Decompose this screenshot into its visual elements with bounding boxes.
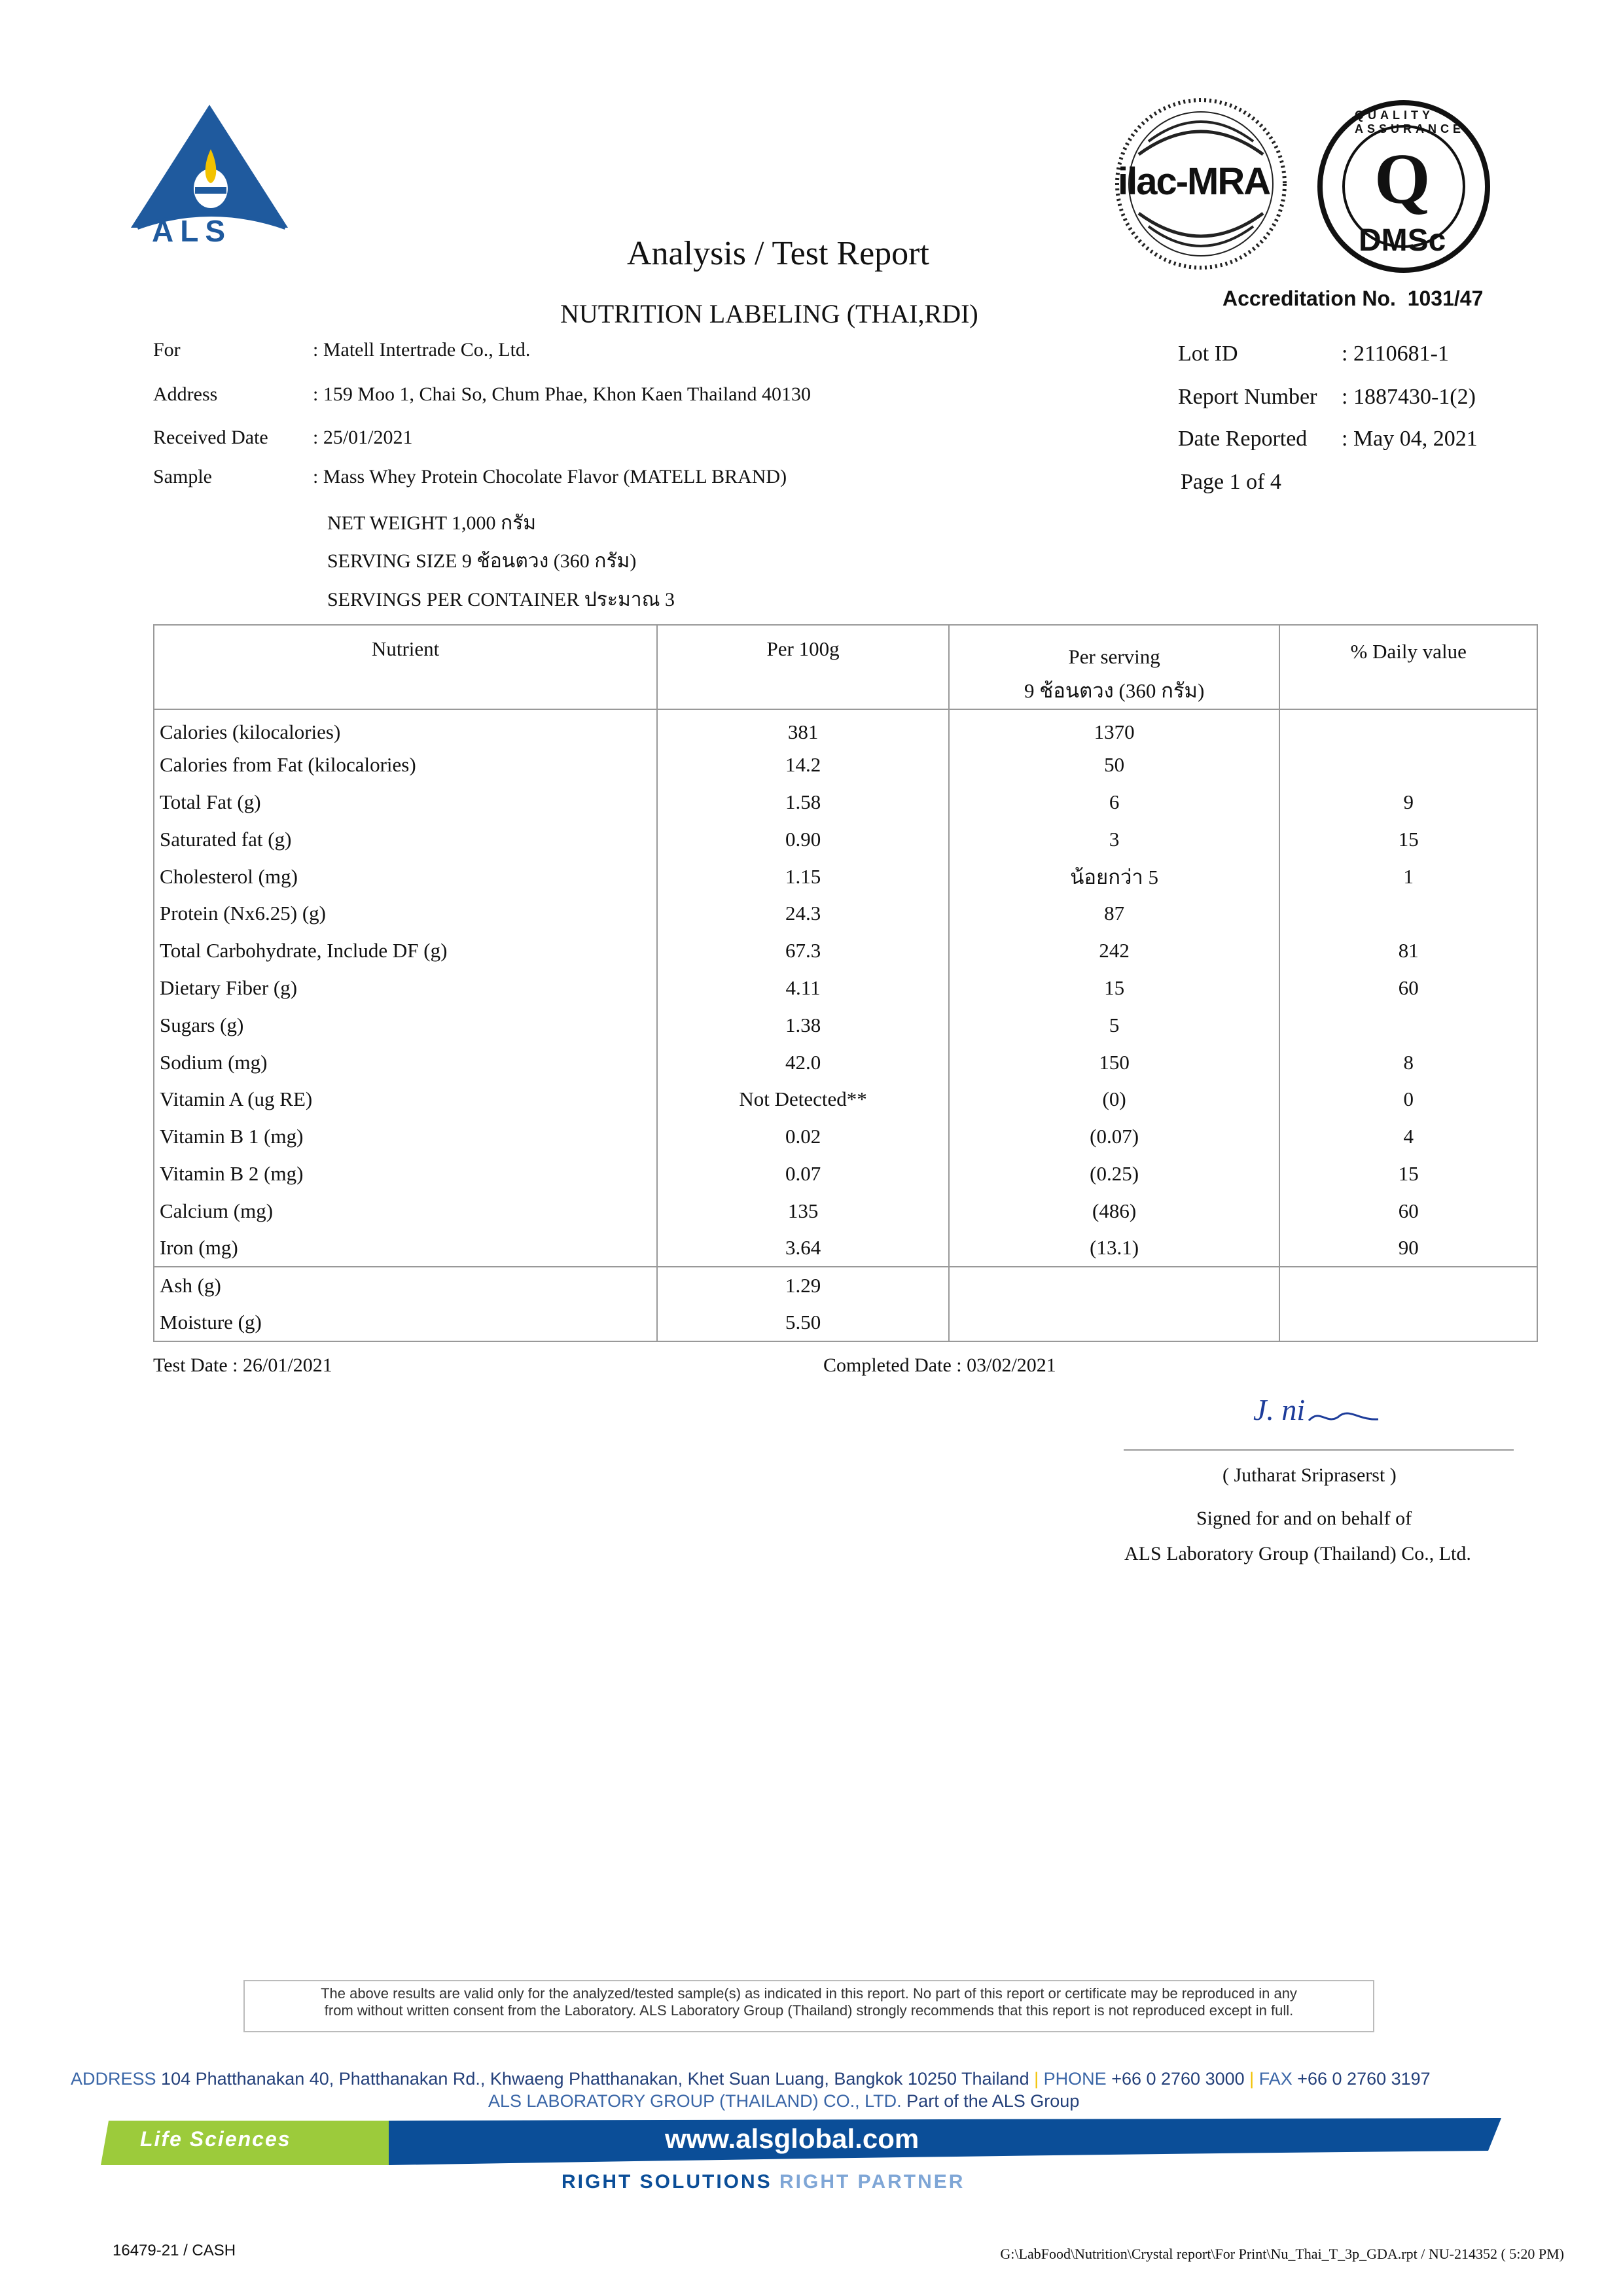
table-row — [154, 784, 1537, 821]
footer-company-suffix: Part of the ALS Group — [906, 2091, 1080, 2111]
info-value-report-number: : 1887430-1(2) — [1342, 385, 1476, 409]
per-100g-value: 0.07 — [657, 1156, 949, 1193]
header-per-100g: Per 100g — [657, 625, 949, 709]
info-value-lot-id: : 2110681-1 — [1342, 342, 1450, 366]
ilac-mra-seal — [1113, 96, 1289, 272]
info-label-received: Received Date — [153, 427, 268, 448]
nutrient-name: Moisture (g) — [160, 1310, 262, 1333]
daily-value — [1279, 747, 1537, 784]
nutrient-name: Protein (Nx6.25) (g) — [160, 902, 326, 925]
table-row — [154, 1118, 1537, 1156]
per-serving-value: 3 — [949, 821, 1279, 858]
per-serving-value: 87 — [949, 895, 1279, 932]
footer-phone-label: PHONE — [1043, 2069, 1107, 2089]
accreditation-number — [1222, 287, 1483, 311]
disclaimer-line-2: from without written consent from the Laboratory. ALS Laboratory Group (Thailand) strongly recommends that this report is not reproduced except in full. — [324, 2002, 1294, 2019]
info-value-received: : 25/01/2021 — [313, 427, 413, 448]
info-label-for: For — [153, 339, 181, 361]
daily-value — [1279, 895, 1537, 932]
nutrient-name: Vitamin A (ug RE) — [160, 1087, 313, 1111]
footer-code-left: 16479-21 / CASH — [113, 2242, 236, 2259]
nutrient-name: Sugars (g) — [160, 1013, 244, 1036]
daily-value: 4 — [1279, 1118, 1537, 1156]
daily-value: 60 — [1279, 970, 1537, 1007]
per-serving-value: (13.1) — [949, 1229, 1279, 1267]
daily-value-empty — [1279, 1267, 1537, 1304]
per-100g-value: 4.11 — [657, 970, 949, 1007]
nutrient-name: Ash (g) — [154, 1267, 657, 1304]
footer-phone: +66 0 2760 3000 — [1111, 2069, 1245, 2089]
daily-value: 8 — [1279, 1044, 1537, 1081]
sample-servings-per-container: SERVINGS PER CONTAINER ประมาณ 3 — [327, 589, 675, 610]
als-logo-text: ALS — [152, 214, 232, 248]
nutrient-name: Sodium (mg) — [160, 1050, 268, 1074]
footer-company-name: ALS LABORATORY GROUP (THAILAND) CO., LTD. — [488, 2091, 902, 2111]
daily-value: 9 — [1279, 784, 1537, 821]
signed-on-behalf: Signed for and on behalf of — [1196, 1508, 1412, 1529]
per-100g-value: 5.50 — [657, 1304, 949, 1341]
daily-value: 15 — [1279, 821, 1537, 858]
daily-value: 0 — [1279, 1081, 1537, 1118]
info-label-date-reported: Date Reported — [1178, 427, 1308, 451]
nutrient-name: Total Fat (g) — [160, 790, 261, 813]
info-label-address: Address — [153, 383, 218, 405]
signature-handwriting: J. ni — [1253, 1392, 1380, 1427]
per-100g-value: Not Detected** — [657, 1081, 949, 1118]
daily-value — [1279, 1006, 1537, 1044]
table-row — [154, 747, 1537, 784]
table-row — [154, 1304, 1537, 1341]
table-row — [154, 1006, 1537, 1044]
table-row — [154, 1229, 1537, 1267]
nutrient-name: Saturated fat (g) — [160, 827, 292, 851]
daily-value: 81 — [1279, 932, 1537, 970]
nutrient-name: Iron (mg) — [160, 1236, 238, 1260]
per-100g-value: 1.38 — [657, 1006, 949, 1044]
nutrient-name: Vitamin B 2 (mg) — [160, 1161, 304, 1185]
test-date: Test Date : 26/01/2021 — [153, 1354, 332, 1376]
per-100g-value: 1.58 — [657, 784, 949, 821]
info-label-sample: Sample — [153, 466, 212, 487]
daily-value — [1279, 709, 1537, 747]
footer-address-label: ADDRESS — [71, 2069, 156, 2089]
header-daily-value: % Daily value — [1279, 625, 1537, 709]
table-row — [154, 932, 1537, 970]
per-100g-value: 381 — [657, 709, 949, 747]
per-100g-value: 14.2 — [657, 747, 949, 784]
per-serving-value: 5 — [949, 1006, 1279, 1044]
banner-url: www.alsglobal.com — [665, 2123, 919, 2154]
table-row — [154, 709, 1537, 747]
per-serving-value: 1370 — [949, 709, 1279, 747]
signature-line — [1124, 1449, 1514, 1451]
footer-separator-1: | — [1034, 2069, 1039, 2089]
table-row — [154, 895, 1537, 932]
nutrient-name: Calories from Fat (kilocalories) — [160, 753, 416, 777]
per-serving-value: 242 — [949, 932, 1279, 970]
nutrient-name: Calories (kilocalories) — [154, 709, 657, 747]
table-row — [154, 1267, 1537, 1304]
nutrient-name: Total Carbohydrate, Include DF (g) — [160, 939, 448, 963]
per-serving-value: 15 — [949, 970, 1279, 1007]
footer-tagline — [562, 2171, 965, 2193]
dmsc-text: DMSc — [1359, 223, 1446, 258]
footer-address-text: 104 Phatthanakan 40, Phatthanakan Rd., Khwaeng Phatthanakan, Khet Suan Luang, Bangkok 10250 Thailand — [161, 2069, 1029, 2089]
table-row — [154, 821, 1537, 858]
nutrition-table-body — [154, 709, 1537, 1341]
per-100g-value: 67.3 — [657, 932, 949, 970]
table-row — [154, 1192, 1537, 1229]
accreditation-value: 1031/47 — [1407, 287, 1484, 310]
footer-fax-label: FAX — [1258, 2069, 1293, 2089]
qa-ring-text: QUALITY ASSURANCE — [1355, 109, 1465, 135]
per-serving-value: 50 — [949, 747, 1279, 784]
footer-address — [71, 2069, 1552, 2089]
daily-value: 60 — [1279, 1192, 1537, 1229]
nutrition-table — [153, 624, 1538, 1342]
tagline-right-partner: RIGHT PARTNER — [779, 2171, 965, 2193]
report-title: Analysis / Test Report — [627, 235, 929, 272]
per-serving-value: (0.07) — [949, 1118, 1279, 1156]
info-value-for: : Matell Intertrade Co., Ltd. — [313, 339, 531, 361]
daily-value: 90 — [1279, 1229, 1537, 1267]
nutrient-name: Calcium (mg) — [160, 1199, 274, 1222]
header-per-serving-sub: 9 ช้อนตวง (360 กรัม) — [1024, 679, 1205, 702]
accreditation-label: Accreditation No. — [1222, 287, 1396, 310]
per-serving-value: 150 — [949, 1044, 1279, 1081]
nutrient-name: Vitamin B 1 (mg) — [160, 1125, 304, 1148]
daily-value: 1 — [1279, 858, 1537, 895]
footer-banner — [101, 2118, 1501, 2165]
footer-company — [488, 2091, 1079, 2111]
per-serving-empty — [949, 1267, 1279, 1304]
per-100g-value: 135 — [657, 1192, 949, 1229]
table-row — [154, 858, 1537, 895]
per-100g-value: 42.0 — [657, 1044, 949, 1081]
sample-net-weight: NET WEIGHT 1,000 กรัม — [327, 512, 537, 534]
qa-dmsc-seal — [1315, 98, 1492, 275]
per-100g-value: 3.64 — [657, 1229, 949, 1267]
footer-fax: +66 0 2760 3197 — [1297, 2069, 1431, 2089]
header-per-serving — [949, 625, 1279, 709]
info-value-address: : 159 Moo 1, Chai So, Chum Phae, Khon Kaen Thailand 40130 — [313, 383, 812, 405]
per-100g-value: 1.29 — [657, 1267, 949, 1304]
info-label-lot-id: Lot ID — [1178, 342, 1238, 366]
per-serving-value: 6 — [949, 784, 1279, 821]
per-serving-value: (0.25) — [949, 1156, 1279, 1193]
qa-letter: Q — [1374, 139, 1431, 219]
signing-company: ALS Laboratory Group (Thailand) Co., Ltd. — [1124, 1543, 1471, 1564]
table-row — [154, 1081, 1537, 1118]
daily-value-empty — [1279, 1304, 1537, 1341]
tagline-right-solutions: RIGHT SOLUTIONS — [562, 2171, 772, 2193]
table-row — [154, 1156, 1537, 1193]
per-serving-value: (0) — [949, 1081, 1279, 1118]
table-row — [154, 970, 1537, 1007]
table-row — [154, 1044, 1537, 1081]
per-serving-value: (486) — [949, 1192, 1279, 1229]
per-100g-value: 24.3 — [657, 895, 949, 932]
per-100g-value: 0.02 — [657, 1118, 949, 1156]
nutrient-name: Dietary Fiber (g) — [160, 976, 298, 999]
footer-separator-2: | — [1249, 2069, 1255, 2089]
als-logo — [131, 103, 294, 254]
banner-life-sciences: Life Sciences — [140, 2127, 291, 2151]
disclaimer-line-1: The above results are valid only for the analyzed/tested sample(s) as indicated in this report. No part of this report or certificate may be reproduced in any — [321, 1985, 1297, 2002]
page-label: Page 1 of 4 — [1181, 470, 1281, 494]
header-per-serving-label: Per serving — [1068, 645, 1160, 668]
header-nutrient: Nutrient — [371, 637, 440, 660]
ilac-mra-text: ilac-MRA — [1118, 160, 1270, 203]
per-serving-empty — [949, 1304, 1279, 1341]
nutrient-name: Cholesterol (mg) — [160, 864, 298, 888]
sample-serving-size: SERVING SIZE 9 ช้อนตวง (360 กรัม) — [327, 550, 637, 572]
info-value-sample: : Mass Whey Protein Chocolate Flavor (MATELL BRAND) — [313, 466, 787, 487]
completed-date: Completed Date : 03/02/2021 — [823, 1354, 1056, 1376]
footer-code-right: G:\LabFood\Nutrition\Crystal report\For Print\Nu_Thai_T_3p_GDA.rpt / NU-214352 ( 5:20 PM) — [1000, 2246, 1564, 2262]
per-serving-value: น้อยกว่า 5 — [949, 858, 1279, 895]
info-value-date-reported: : May 04, 2021 — [1342, 427, 1478, 451]
report-subtitle: NUTRITION LABELING (THAI,RDI) — [560, 299, 978, 328]
per-100g-value: 1.15 — [657, 858, 949, 895]
daily-value: 15 — [1279, 1156, 1537, 1193]
signatory-name: ( Jutharat Sripraserst ) — [1222, 1464, 1397, 1486]
per-100g-value: 0.90 — [657, 821, 949, 858]
info-label-report-number: Report Number — [1178, 385, 1317, 409]
disclaimer-box — [243, 1980, 1374, 2032]
